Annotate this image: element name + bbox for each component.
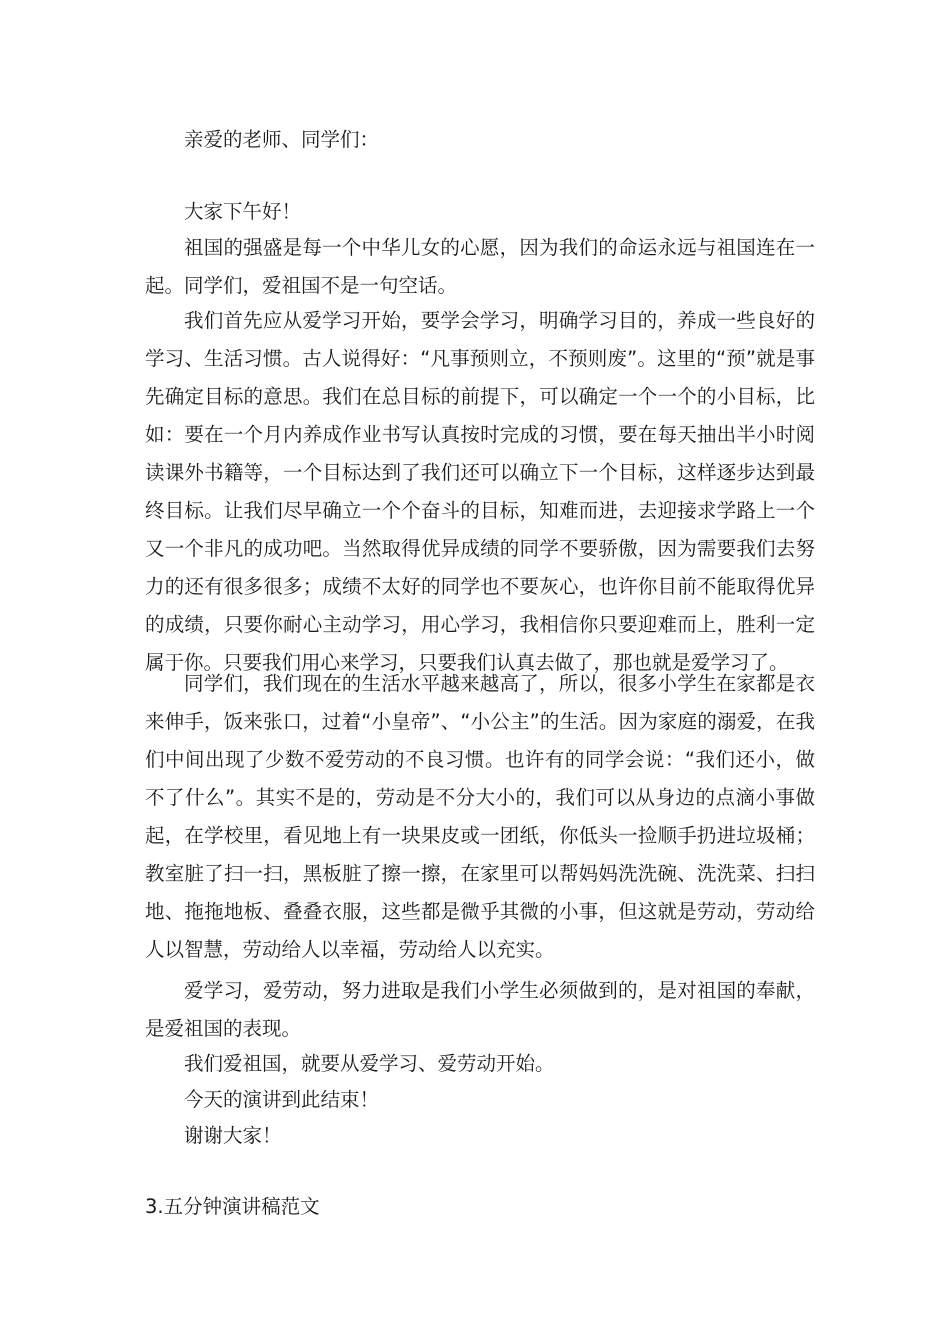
paragraph-7: 谢谢大家！ [184,1124,282,1147]
paragraph-3: 同学们，我们现在的生活水平越来越高了，所以，很多小学生在家都是衣来伸手，饭来张口，过着“小皇帝”、“小公主”的生活。因为家庭的溺爱，在我们中间出现了少数不爱劳动的不良习惯。也许有的同学会说：“我们还小，做不了什么”。其实不是的，劳动是不分大小的，我们可以从身边的点滴小事做起，在学校里，看见地上有一块果皮或一团纸，你低头一捡顺手扔进垃圾桶；教室脏了扫一扫，黑板脏了擦一擦，在家里可以帮妈妈洗洗碗、洗洗菜、扫扫地、拖拖地板、叠叠衣服，这些都是微乎其微的小事，但这就是劳动，劳动给人以智慧，劳动给人以幸福，劳动给人以充实。 [145,672,815,961]
paragraph-5: 我们爱祖国，就要从爱学习、爱劳动开始。 [184,1052,555,1075]
greeting: 大家下午好！ [184,200,302,223]
salutation: 亲爱的老师、同学们： [184,128,380,151]
paragraph-6: 今天的演讲到此结束！ [184,1088,380,1111]
paragraph-2: 我们首先应从爱学习开始，要学会学习，明确学习目的，养成一些良好的学习、生活习惯。古人说得好：“凡事预则立，不预则废”。这里的“预”就是事先确定目标的意思。我们在总目标的前提下，可以确定一个一个的小目标，比如：要在一个月内养成作业书写认真按时完成的习惯，要在每天抽出半小时阅读课外书籍等，一个目标达到了我们还可以确立下一个目标，这样逐步达到最终目标。让我们尽早确立一个个奋斗的目标，知难而进，去迎接求学路上一个又一个非凡的成功吧。当然取得优异成绩的同学不要骄傲，因为需要我们去努力的还有很多很多；成绩不太好的同学也不要灰心，也许你目前不能取得优异的成绩，只要你耐心主动学习，用心学习，我相信你只要迎难而上，胜利一定属于你。只要我们用心来学习，只要我们认真去做了，那也就是爱学习了。 [145,309,815,674]
section-heading: 3.五分钟演讲稿范文 [145,1195,320,1218]
paragraph-1: 祖国的强盛是每一个中华儿女的心愿，因为我们的命运永远与祖国连在一起。同学们，爱祖国不是一句空话。 [145,236,815,297]
paragraph-4: 爱学习，爱劳动，努力进取是我们小学生必须做到的，是对祖国的奉献，是爱祖国的表现。 [145,979,815,1040]
